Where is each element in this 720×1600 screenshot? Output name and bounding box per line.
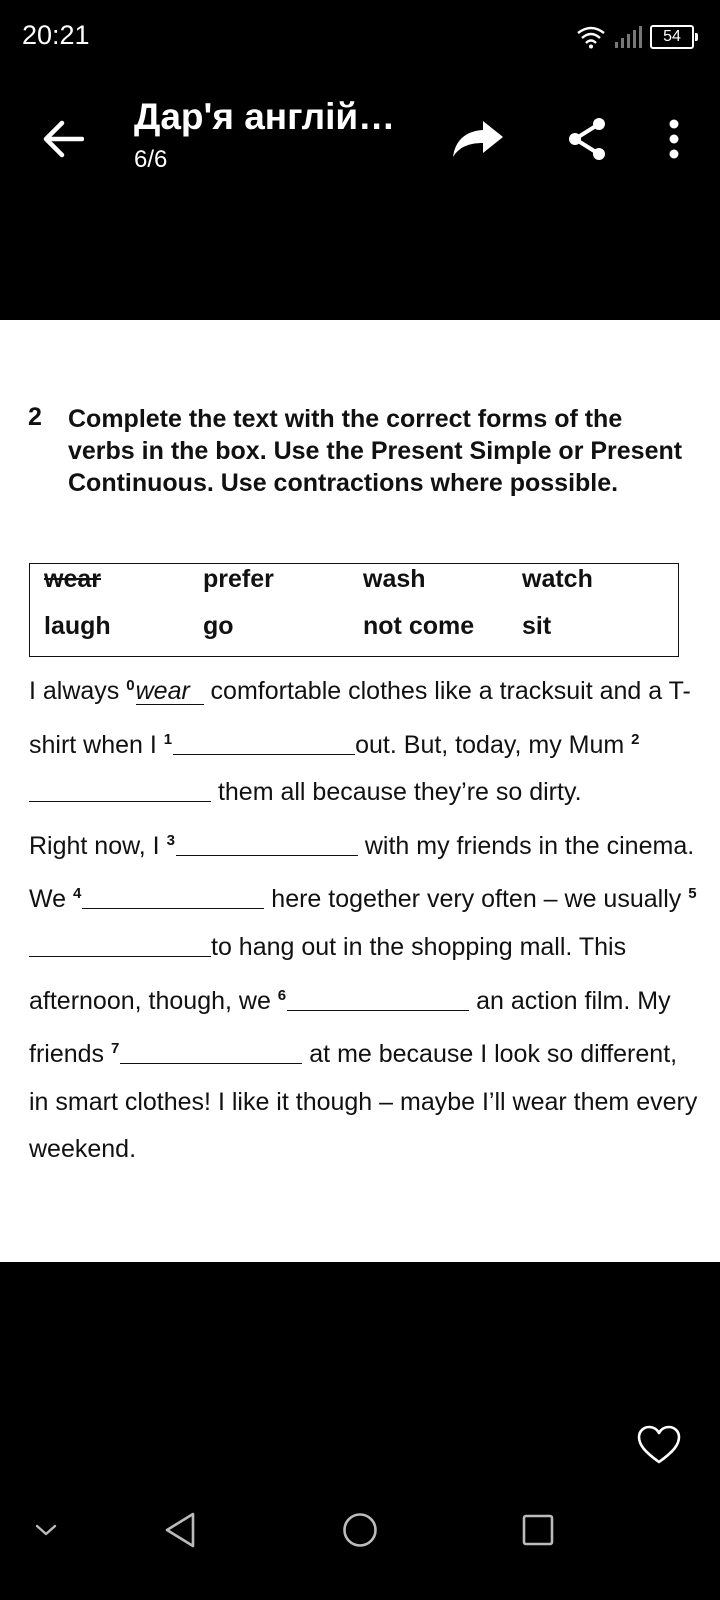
heart-icon bbox=[637, 1425, 681, 1465]
favorite-button[interactable] bbox=[636, 1424, 682, 1466]
passage-text: out. But, today, my Mum bbox=[355, 730, 632, 759]
answer-blank bbox=[173, 732, 355, 755]
nav-home-button[interactable] bbox=[338, 1508, 382, 1552]
word-box-item: not come bbox=[363, 612, 475, 640]
circle-home-icon bbox=[342, 1512, 378, 1548]
page-counter: 6/6 bbox=[134, 146, 168, 173]
passage-text: an action film. My friends bbox=[29, 986, 671, 1069]
passage-text: them all because they’re so dirty. bbox=[211, 778, 582, 807]
status-bar bbox=[0, 0, 720, 74]
word-box-item: go bbox=[203, 612, 234, 640]
chevron-down-icon bbox=[34, 1522, 58, 1538]
exercise-number: 2 bbox=[28, 403, 42, 431]
gap-number: 0 bbox=[126, 677, 135, 694]
answer-blank bbox=[29, 934, 211, 957]
back-button[interactable] bbox=[38, 114, 88, 164]
passage-text: Right now, I bbox=[29, 831, 167, 860]
passage-text: to hang out in the shopping mall. This afternoon, though, we bbox=[29, 932, 627, 1015]
answer-blank bbox=[82, 886, 264, 909]
word-box-item: prefer bbox=[203, 565, 274, 593]
answer-blank bbox=[120, 1041, 302, 1064]
word-box-item: sit bbox=[522, 612, 552, 640]
answer-blank bbox=[176, 833, 358, 856]
passage-paragraph bbox=[29, 817, 699, 1174]
answer-blank bbox=[29, 779, 211, 802]
back-arrow-icon bbox=[42, 120, 84, 158]
signal-icon bbox=[614, 25, 642, 49]
title-block bbox=[134, 96, 424, 174]
status-icons bbox=[576, 22, 694, 52]
more-vertical-icon bbox=[668, 119, 680, 159]
passage-text: comfortable clothes like a tracksuit and a T-shirt when I bbox=[29, 677, 691, 759]
word-box-item: wear bbox=[44, 565, 101, 593]
gap-number: 6 bbox=[277, 986, 287, 1004]
status-time: 20:21 bbox=[22, 20, 90, 50]
nav-back-button[interactable] bbox=[158, 1508, 202, 1552]
word-box bbox=[29, 563, 679, 657]
triangle-back-icon bbox=[163, 1511, 197, 1549]
gap-number: 1 bbox=[163, 730, 173, 748]
nav-collapse-button[interactable] bbox=[30, 1514, 62, 1546]
word-box-item: wash bbox=[363, 565, 426, 593]
square-recents-icon bbox=[522, 1514, 554, 1546]
share-button[interactable] bbox=[562, 112, 612, 166]
passage-text: at me because I look so different, in smart clothes! I like it though – maybe I’ll wear them every weekend. bbox=[29, 1040, 698, 1164]
document-page[interactable] bbox=[0, 320, 720, 1262]
answer-blank bbox=[287, 988, 469, 1011]
reading-passage bbox=[29, 662, 699, 1174]
word-box-item: laugh bbox=[44, 612, 111, 640]
share-icon bbox=[567, 117, 607, 161]
gap-number: 4 bbox=[73, 885, 82, 903]
exercise-instruction: Complete the text with the correct forms of the verbs in the box. Use the Present Simple or Present Continuous. Use contractions where possible. bbox=[68, 405, 683, 497]
wifi-icon bbox=[576, 25, 606, 49]
passage-text: here together very often – we usually bbox=[264, 885, 689, 914]
example-answer: wear bbox=[136, 678, 204, 705]
forward-arrow-icon bbox=[451, 119, 505, 159]
nav-recents-button[interactable] bbox=[518, 1510, 558, 1550]
more-options-button[interactable] bbox=[654, 112, 694, 166]
gap-number: 2 bbox=[631, 730, 640, 748]
page-title: Дар'я англій… bbox=[134, 96, 396, 137]
forward-button[interactable] bbox=[448, 112, 508, 166]
gap-number: 3 bbox=[166, 831, 175, 849]
app-bar bbox=[0, 74, 720, 320]
system-nav-bar bbox=[0, 1508, 720, 1600]
passage-text: with my friends in the cinema. We bbox=[29, 831, 695, 914]
gap-number: 5 bbox=[688, 885, 697, 903]
gap-number: 7 bbox=[110, 1040, 120, 1058]
word-box-item: watch bbox=[522, 565, 593, 593]
passage-paragraph bbox=[29, 662, 699, 817]
passage-text: I always bbox=[29, 677, 127, 705]
battery-indicator: 54 bbox=[650, 25, 694, 49]
